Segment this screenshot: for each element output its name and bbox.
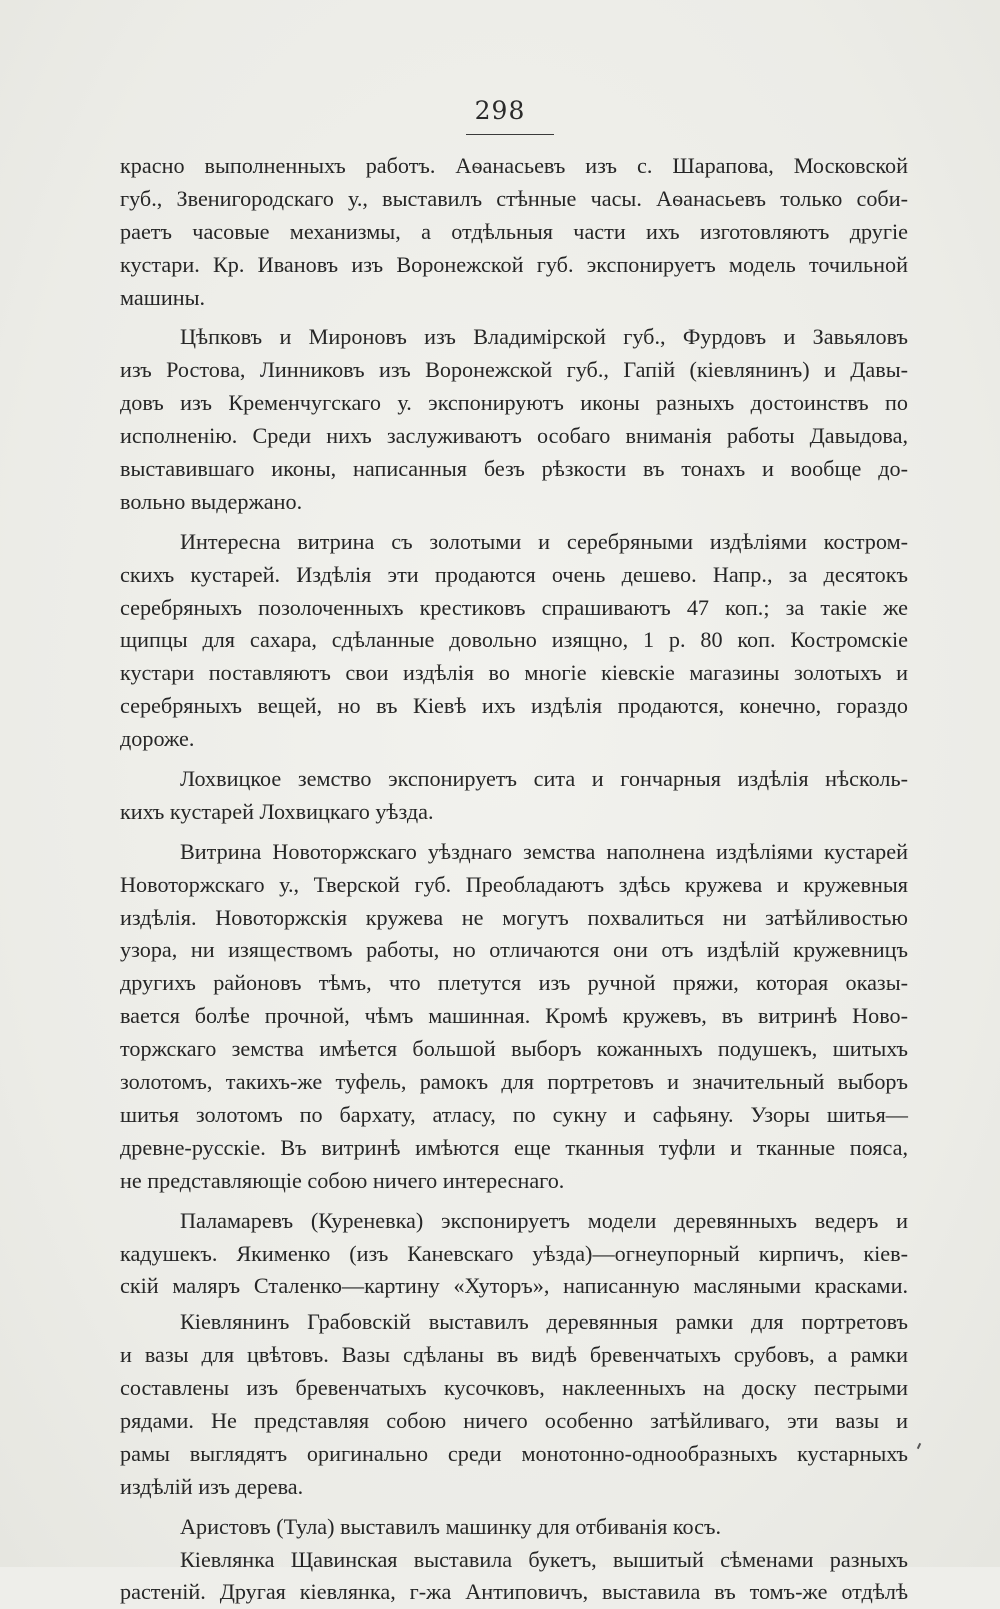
text-line: издѣлія. Новоторжскія кружева не могутъ похвалиться ни затѣйливостью	[120, 904, 908, 930]
text-line: губ., Звенигородскаго у., выставилъ стѣнные часы. Аѳанасьевъ только соби-	[120, 185, 908, 211]
text-line: Паламаревъ (Куреневка) экспонируетъ модели деревянныхъ ведеръ и	[180, 1207, 908, 1233]
text-line: узора, ни изяществомъ работы, но отличаются они отъ издѣлій кружевницъ	[120, 937, 908, 963]
text-line: торжскаго земства имѣется большой выборъ кожанныхъ подушекъ, шитыхъ	[120, 1036, 908, 1062]
text-line: Цѣпковъ и Мироновъ изъ Владимірской губ., Фурдовъ и Завьяловъ	[180, 324, 908, 350]
text-line: серебряныхъ вещей, но въ Кіевѣ ихъ издѣлія продаются, конечно, гораздо	[120, 693, 908, 719]
text-line: кадушекъ. Якименко (изъ Каневскаго уѣзда)—огнеупорный кирпичъ, кіев-	[120, 1240, 908, 1266]
text-line: Аристовъ (Тула) выставилъ машинку для отбиванія косъ.	[180, 1513, 722, 1539]
text-line: и вазы для цвѣтовъ. Вазы сдѣланы въ видѣ бревенчатыхъ срубовъ, а рамки	[120, 1342, 908, 1368]
text-line: вается болѣе прочной, чѣмъ машинная. Кромѣ кружевъ, въ витринѣ Ново-	[120, 1003, 908, 1029]
text-line: довъ изъ Кременчугскаго у. экспонируютъ иконы разныхъ достоинствъ по	[120, 390, 908, 416]
text-line: издѣлій изъ дерева.	[120, 1473, 304, 1499]
text-line: составлены изъ бревенчатыхъ кусочковъ, наклеенныхъ на доску пестрыми	[120, 1375, 908, 1401]
text-line: скихъ кустарей. Издѣлія эти продаются очень дешево. Напр., за десятокъ	[120, 561, 908, 587]
text-line: кустари. Кр. Ивановъ изъ Воронежской губ. экспонируетъ модель точильной	[120, 251, 908, 277]
text-line: скій маляръ Сталенко—картину «Хуторъ», написанную масляными красками.	[120, 1273, 908, 1299]
text-line: Новоторжскаго у., Тверской губ. Преобладаютъ здѣсь кружева и кружевныя	[120, 871, 908, 897]
text-line: не представляющіе собою ничего интереснаго.	[120, 1167, 565, 1193]
text-line: дороже.	[120, 726, 195, 752]
text-line: исполненію. Среди нихъ заслуживаютъ особаго вниманія работы Давыдова,	[120, 423, 908, 449]
text-line: рамы выглядятъ оригинально среди монотонно-однообразныхъ кустарныхъ	[120, 1440, 908, 1466]
text-line: кихъ кустарей Лохвицкаго уѣзда.	[120, 798, 434, 824]
text-line: рядами. Не представляя собою ничего особенно затѣйливаго, эти вазы и	[120, 1407, 908, 1433]
text-line: Витрина Новоторжскаго уѣзднаго земства наполнена издѣліями кустарей	[180, 838, 908, 864]
body-text	[120, 150, 908, 1609]
text-line: изъ Ростова, Линниковъ изъ Воронежской губ., Гапій (кіевлянинъ) и Давы-	[120, 357, 908, 383]
text-line: выставившаго иконы, написанныя безъ рѣзкости въ тонахъ и вообще до-	[120, 456, 908, 482]
text-line: кустари поставляютъ свои издѣлія во многіе кіевскіе магазины золотыхъ и	[120, 660, 908, 686]
text-line: золотомъ, такихъ-же туфель, рамокъ для портретовъ и значительный выборъ	[120, 1069, 908, 1095]
text-line: красно выполненныхъ работъ. Аѳанасьевъ изъ с. Шарапова, Московской	[120, 153, 908, 178]
text-line: Кіевлянинъ Грабовскій выставилъ деревянныя рамки для портретовъ	[180, 1309, 908, 1335]
text-line: Интересна витрина съ золотыми и серебряными издѣліями костром-	[180, 528, 908, 554]
text-line: растеній. Другая кіевлянка, г-жа Антиповичъ, выставила въ томъ-же отдѣлѣ	[120, 1579, 908, 1605]
text-line: серебряныхъ позолоченныхъ крестиковъ спрашиваютъ 47 коп.; за такіе же	[120, 594, 908, 620]
text-line: древне-русскіе. Въ витринѣ имѣются еще тканныя туфли и тканные пояса,	[120, 1134, 908, 1160]
text-line: раетъ часовые механизмы, а отдѣльныя части ихъ изготовляютъ другіе	[120, 218, 908, 244]
text-line: шитья золотомъ по бархату, атласу, по сукну и сафьяну. Узоры шитья—	[120, 1101, 908, 1127]
header-rule	[466, 134, 554, 135]
paper-speck	[917, 1443, 921, 1449]
page-number: 298	[474, 96, 526, 125]
text-line: Лохвицкое земство экспонируетъ сита и гончарныя издѣлія нѣсколь-	[180, 766, 908, 792]
text-line: машины.	[120, 284, 206, 310]
text-line: щипцы для сахара, сдѣланные довольно изящно, 1 р. 80 коп. Костромскіе	[120, 627, 908, 653]
text-line: Кіевлянка Щавинская выставила букетъ, вышитый сѣменами разныхъ	[180, 1546, 908, 1572]
text-line: другихъ районовъ тѣмъ, что плетутся изъ ручной пряжи, которая оказы-	[120, 970, 908, 996]
text-line: вольно выдержано.	[120, 488, 303, 514]
